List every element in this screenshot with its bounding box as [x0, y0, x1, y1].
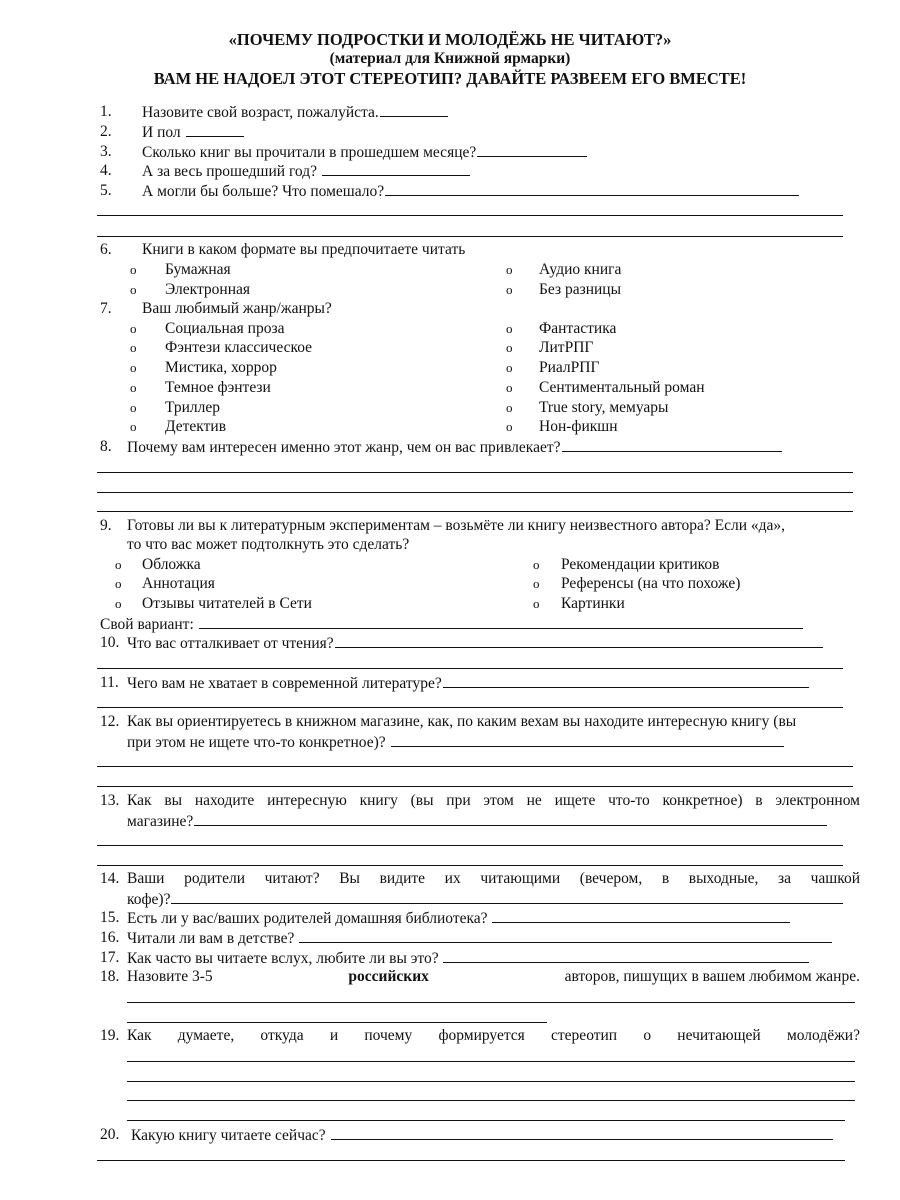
radio-bullet-icon: o: [533, 596, 540, 611]
answer-line[interactable]: [97, 236, 843, 237]
answer-line[interactable]: [127, 1081, 855, 1082]
option-label: Электронная: [165, 281, 251, 298]
radio-bullet-icon: o: [506, 321, 513, 336]
page-title: «ПОЧЕМУ ПОДРОСТКИ И МОЛОДЁЖЬ НЕ ЧИТАЮТ?»: [228, 30, 672, 49]
radio-bullet-icon: o: [130, 321, 137, 336]
question-number: 12.: [100, 713, 120, 730]
radio-bullet-icon: o: [506, 340, 513, 355]
option-label: Рекомендации критиков: [561, 556, 720, 573]
question-text: И пол: [142, 124, 181, 141]
question-number: 9.: [100, 517, 112, 534]
question-text: Ваши родители читают? Вы видите их читающими (вечером, в выходные, за чашкой: [127, 870, 860, 887]
answer-field[interactable]: [562, 437, 782, 452]
option-label: Обложка: [142, 556, 201, 573]
page-tagline: ВАМ НЕ НАДОЕЛ ЭТОТ СТЕРЕОТИП? ДАВАЙТЕ РАЗВЕЕМ ЕГО ВМЕСТЕ!: [153, 69, 747, 88]
question-text: А могли бы больше? Что помешало?: [142, 183, 385, 200]
answer-line[interactable]: [127, 1120, 845, 1121]
answer-field[interactable]: [194, 811, 827, 826]
option-label: Аннотация: [142, 575, 215, 592]
option-label: True story, мемуары: [539, 399, 669, 416]
question-number: 19.: [100, 1027, 120, 1044]
option-label: Мистика, хоррор: [165, 359, 277, 376]
option-label: ЛитРПГ: [539, 339, 594, 356]
answer-line[interactable]: [97, 845, 843, 846]
question-text: Какую книгу читаете сейчас?: [131, 1127, 326, 1144]
question-text: Как вы находите интересную книгу (вы при этом не ищете что-то конкретное) в электронном: [127, 792, 860, 809]
radio-bullet-icon: o: [130, 360, 137, 375]
question-text-part: Назовите 3-5: [127, 968, 213, 985]
question-text: Почему вам интересен именно этот жанр, чем он вас привлекает?: [127, 439, 561, 456]
option-label: Сентиментальный роман: [539, 379, 705, 396]
option-label: Референсы (на что похоже): [561, 575, 741, 592]
option-label: РиалРПГ: [539, 359, 600, 376]
question-number: 15.: [100, 909, 120, 926]
answer-field[interactable]: [477, 142, 587, 157]
radio-bullet-icon: o: [506, 400, 513, 415]
answer-line[interactable]: [127, 1022, 547, 1023]
answer-line[interactable]: [127, 1002, 855, 1003]
answer-field[interactable]: [492, 908, 790, 923]
own-variant-label: Свой вариант:: [100, 616, 194, 633]
question-text: Ваш любимый жанр/жанры?: [142, 300, 332, 317]
option-label: Бумажная: [165, 261, 231, 278]
answer-field[interactable]: [443, 948, 809, 963]
option-label: Темное фэнтези: [165, 379, 271, 396]
question-number: 8.: [100, 438, 112, 455]
option-label: Социальная проза: [165, 320, 285, 337]
question-text: магазине?: [127, 813, 194, 830]
radio-bullet-icon: o: [506, 380, 513, 395]
radio-bullet-icon: o: [506, 262, 513, 277]
question-text: Готовы ли вы к литературным экспериментам – возьмёте ли книгу неизвестного автора? Если «да»,: [127, 517, 786, 534]
question-number: 5.: [100, 182, 112, 199]
radio-bullet-icon: o: [506, 282, 513, 297]
question-number: 6.: [100, 241, 112, 258]
question-number: 16.: [100, 929, 120, 946]
option-label: Отзывы читателей в Сети: [142, 595, 312, 612]
question-text: [127, 967, 860, 987]
answer-line[interactable]: [97, 707, 843, 708]
question-number: 11.: [100, 674, 119, 691]
question-number: 2.: [100, 123, 112, 140]
answer-field[interactable]: [299, 928, 832, 943]
question-number: 7.: [100, 300, 112, 317]
answer-field[interactable]: [443, 673, 809, 688]
answer-line[interactable]: [127, 1100, 855, 1101]
answer-line[interactable]: [97, 511, 853, 512]
radio-bullet-icon: o: [115, 576, 122, 591]
question-number: 18.: [100, 968, 120, 985]
question-text: то что вас может подтолкнуть это сделать?: [127, 536, 410, 553]
question-text: Назовите свой возраст, пожалуйста.: [142, 104, 379, 121]
question-text: Как часто вы читаете вслух, любите ли вы это?: [127, 950, 439, 967]
question-number: 17.: [100, 949, 120, 966]
radio-bullet-icon: o: [130, 419, 137, 434]
option-label: Картинки: [561, 595, 625, 612]
radio-bullet-icon: o: [130, 400, 137, 415]
answer-line[interactable]: [97, 865, 843, 866]
question-text: Что вас отталкивает от чтения?: [127, 635, 334, 652]
option-label: Аудио книга: [539, 261, 622, 278]
answer-field[interactable]: [335, 633, 823, 648]
answer-field[interactable]: [380, 102, 448, 117]
answer-line[interactable]: [97, 492, 853, 493]
question-number: 3.: [100, 143, 112, 160]
option-label: Фэнтези классическое: [165, 339, 313, 356]
radio-bullet-icon: o: [506, 360, 513, 375]
answer-line[interactable]: [97, 766, 853, 767]
question-number: 1.: [100, 103, 112, 120]
answer-line[interactable]: [97, 215, 843, 216]
question-text: Сколько книг вы прочитали в прошедшем месяце?: [142, 144, 477, 161]
option-label: Нон-фикшн: [539, 418, 618, 435]
question-number: 13.: [100, 792, 120, 809]
question-text: кофе)?: [127, 891, 171, 908]
radio-bullet-icon: o: [533, 557, 540, 572]
option-label: Триллер: [165, 399, 221, 416]
radio-bullet-icon: o: [130, 380, 137, 395]
answer-line[interactable]: [127, 1061, 855, 1062]
question-text: Как думаете, откуда и почему формируется стереотип о нечитающей молодёжи?: [127, 1027, 860, 1044]
answer-field[interactable]: [186, 122, 244, 137]
answer-field[interactable]: [171, 889, 843, 904]
question-text: Как вы ориентируетесь в книжном магазине, как, по каким вехам вы находите интересную книгу (вы: [127, 713, 797, 730]
radio-bullet-icon: o: [130, 262, 137, 277]
option-label: Без разницы: [539, 281, 622, 298]
option-label: Детектив: [165, 418, 227, 435]
question-number: 4.: [100, 162, 112, 179]
answer-line[interactable]: [97, 668, 843, 669]
question-number: 10.: [100, 634, 120, 651]
answer-line[interactable]: [97, 786, 853, 787]
radio-bullet-icon: o: [533, 576, 540, 591]
answer-line[interactable]: [97, 1160, 845, 1161]
page-subtitle: (материал для Книжной ярмарки): [329, 50, 571, 67]
question-text: Книги в каком формате вы предпочитаете читать: [142, 241, 466, 258]
question-text-part: авторов, пишущих в вашем любимом жанре.: [564, 968, 860, 985]
own-variant-field[interactable]: [199, 614, 803, 629]
question-number: 14.: [100, 870, 120, 887]
question-text: А за весь прошедший год?: [142, 163, 317, 180]
answer-line[interactable]: [97, 472, 853, 473]
question-number: 20.: [100, 1126, 120, 1143]
question-text: Читали ли вам в детстве?: [127, 930, 295, 947]
radio-bullet-icon: o: [115, 557, 122, 572]
answer-field[interactable]: [385, 181, 799, 196]
radio-bullet-icon: o: [506, 419, 513, 434]
question-text: Есть ли у вас/ваших родителей домашняя библиотека?: [127, 910, 488, 927]
radio-bullet-icon: o: [130, 282, 137, 297]
radio-bullet-icon: o: [130, 340, 137, 355]
answer-field[interactable]: [322, 161, 470, 176]
question-text-bold: российских: [348, 968, 429, 985]
answer-field[interactable]: [391, 732, 784, 747]
radio-bullet-icon: o: [115, 596, 122, 611]
question-text: при этом не ищете что-то конкретное)?: [127, 734, 386, 751]
answer-field[interactable]: [331, 1125, 833, 1140]
question-text: Чего вам не хватает в современной литературе?: [127, 675, 442, 692]
option-label: Фантастика: [539, 320, 617, 337]
